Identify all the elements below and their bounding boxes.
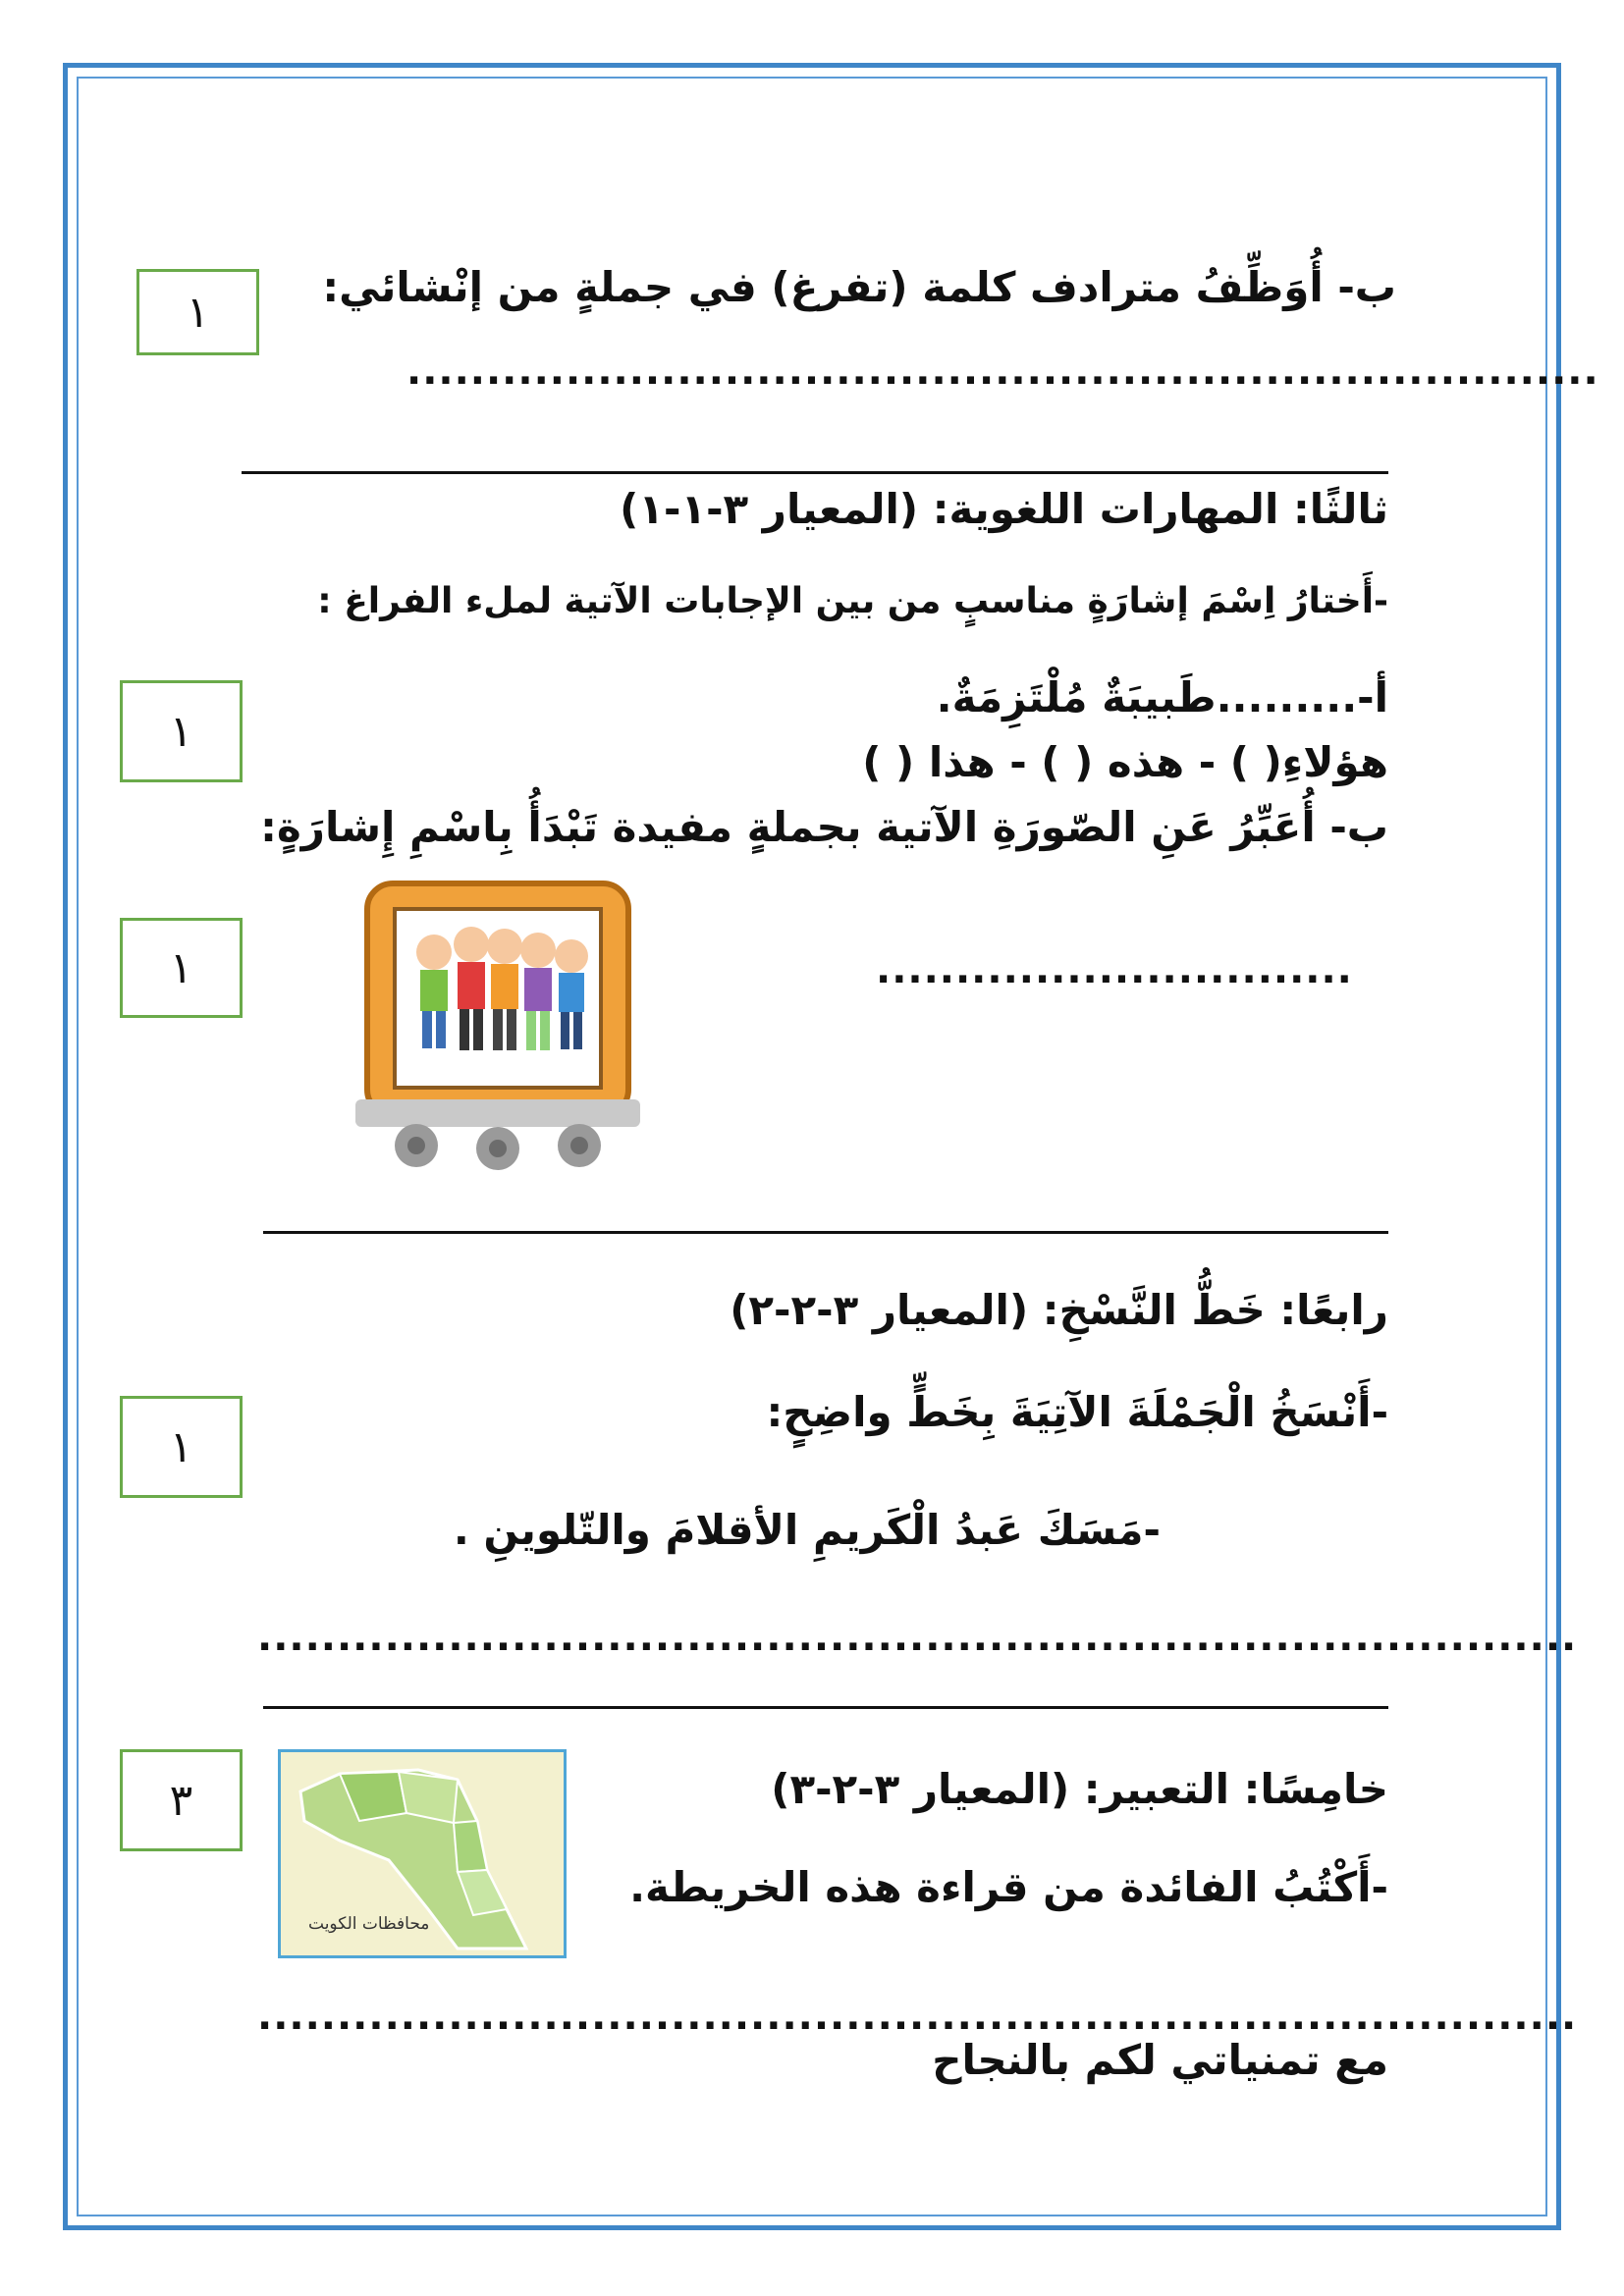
instruction-choose-demonstrative: -أَختارُ اِسْمَ إشارَةٍ مناسبٍ من بين الإجابات الآتية لملء الفراغ : — [317, 581, 1388, 621]
sentence-to-copy: -مَسَكَ عَبدُ الْكَريمِ الأقلامَ والتّلوينِ . — [453, 1506, 1161, 1554]
section-divider — [242, 471, 1388, 474]
section-title-copy-script: رابعًا: خَطُّ النَّسْخِ: (المعيار ٣-٢-٢) — [730, 1286, 1388, 1334]
item-b-express-picture: ب- أُعَبِّرُ عَنِ الصّورَةِ الآتية بجملةٍ مفيدة تَبْدَأُ بِاسْمِ إِشارَةٍ: — [260, 803, 1388, 851]
section-divider — [263, 1706, 1388, 1709]
section-title-expression: خامِسًا: التعبير: (المعيار ٣-٢-٣) — [771, 1765, 1388, 1813]
item-a-sentence: أ-.........طَبيبَةٌ مُلْتَزِمَةٌ. — [936, 673, 1388, 721]
answer-dots[interactable]: ................................................................................... — [257, 1994, 1578, 2039]
mark-box: ١ — [120, 1396, 243, 1498]
mark-box: ١ — [120, 918, 243, 1018]
section-divider — [263, 1231, 1388, 1234]
mark-box: ١ — [120, 680, 243, 782]
answer-dots[interactable]: ........................................................................... — [406, 348, 1599, 394]
kuwait-governorates-map — [278, 1749, 567, 1958]
closing-wish: مع تمنياتي لكم بالنجاح — [932, 2036, 1388, 2084]
mark-box: ٣ — [120, 1749, 243, 1851]
answer-options[interactable]: هؤلاءِ( ) - هذه ( ) - هذا ( ) — [862, 738, 1388, 786]
instruction-write-benefit: -أَكْتُبُ الفائدة من قراءة هذه الخريطة. — [629, 1863, 1388, 1911]
question-b-synonym: ب- أُوَظِّفُ مترادف كلمة (تفرغ) في جملةٍ من إنْشائي: — [322, 263, 1396, 311]
instruction-copy-sentence: -أَنْسَخُ الْجَمْلَةَ الآتِيَةَ بِخَطٍّ واضِحٍ: — [766, 1388, 1388, 1436]
mark-box: ١ — [136, 269, 259, 355]
section-title-linguistic-skills: ثالثًا: المهارات اللغوية: (المعيار ٣-١-١) — [620, 485, 1388, 533]
map-caption: محافظات الكويت — [308, 1914, 430, 1934]
answer-dots[interactable]: .............................. — [876, 947, 1353, 992]
answer-dots[interactable]: ................................................................................... — [257, 1615, 1578, 1660]
children-train-picture — [355, 866, 640, 1180]
